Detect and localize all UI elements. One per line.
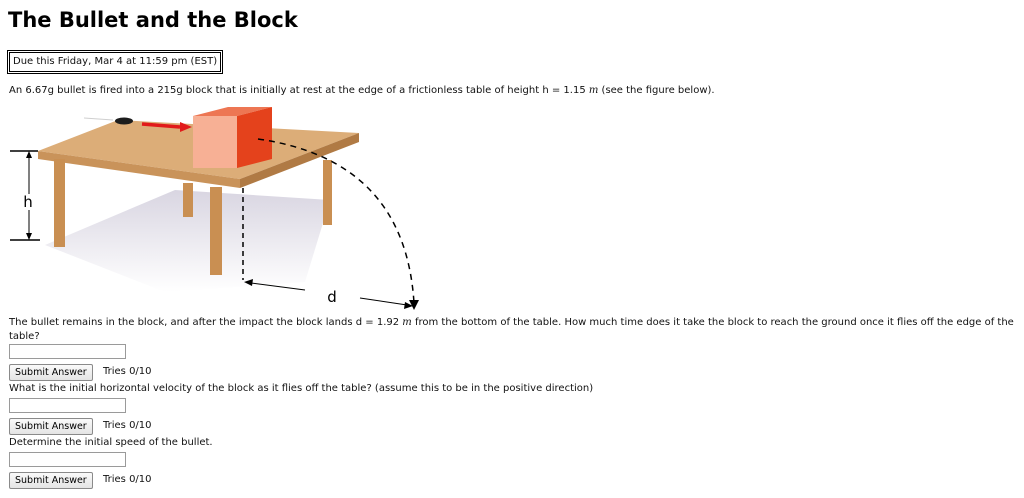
question-3-text: Determine the initial speed of the bullet. (9, 437, 213, 448)
distance-label: d (327, 288, 337, 306)
tries-counter-1: Tries 0/10 (103, 366, 152, 377)
tries-counter-2: Tries 0/10 (103, 420, 152, 431)
submit-answer-button-3[interactable]: Submit Answer (9, 472, 93, 489)
bullet-block-figure (0, 100, 440, 315)
problem-intro (9, 85, 715, 96)
intro-unit: m (588, 85, 599, 96)
height-dimension (10, 151, 40, 240)
question-1-text (9, 316, 1019, 344)
submit-answer-button-2[interactable]: Submit Answer (9, 418, 93, 435)
block-front (193, 116, 237, 168)
submit-answer-button-1[interactable]: Submit Answer (9, 364, 93, 381)
height-label: h (23, 193, 33, 211)
answer-input-2[interactable] (9, 398, 126, 413)
intro-text-after: (see the figure below). (598, 85, 715, 96)
table-leg-back-left (183, 183, 193, 217)
table-leg-back-right (323, 160, 332, 225)
question-2-text: What is the initial horizontal velocity of the block as it flies off the table? (assume this to be in the positive direction) (9, 383, 594, 394)
table-leg-front-left (54, 159, 65, 247)
bullet-body (115, 118, 133, 125)
block-side (237, 107, 272, 168)
bullet-motion-trail (84, 118, 113, 120)
due-date-box: Due this Friday, Mar 4 at 11:59 pm (EST) (9, 52, 221, 72)
intro-text-before: An 6.67g bullet is fired into a 215g block that is initially at rest at the edge of a frictionless table of height h = 1.15 (9, 85, 589, 96)
answer-input-1[interactable] (9, 344, 126, 359)
block (193, 107, 272, 168)
question-1-after: from the bottom of the table. How much time does it take the block to reach the ground once it flies off the edge of the table? (9, 317, 1014, 342)
table-leg-front-right (210, 187, 222, 275)
page-title: The Bullet and the Block (8, 8, 298, 32)
answer-input-3[interactable] (9, 452, 126, 467)
question-1-unit: m (402, 317, 412, 328)
tries-counter-3: Tries 0/10 (103, 474, 152, 485)
question-1-before: The bullet remains in the block, and after the impact the block lands d = 1.92 (9, 317, 403, 328)
